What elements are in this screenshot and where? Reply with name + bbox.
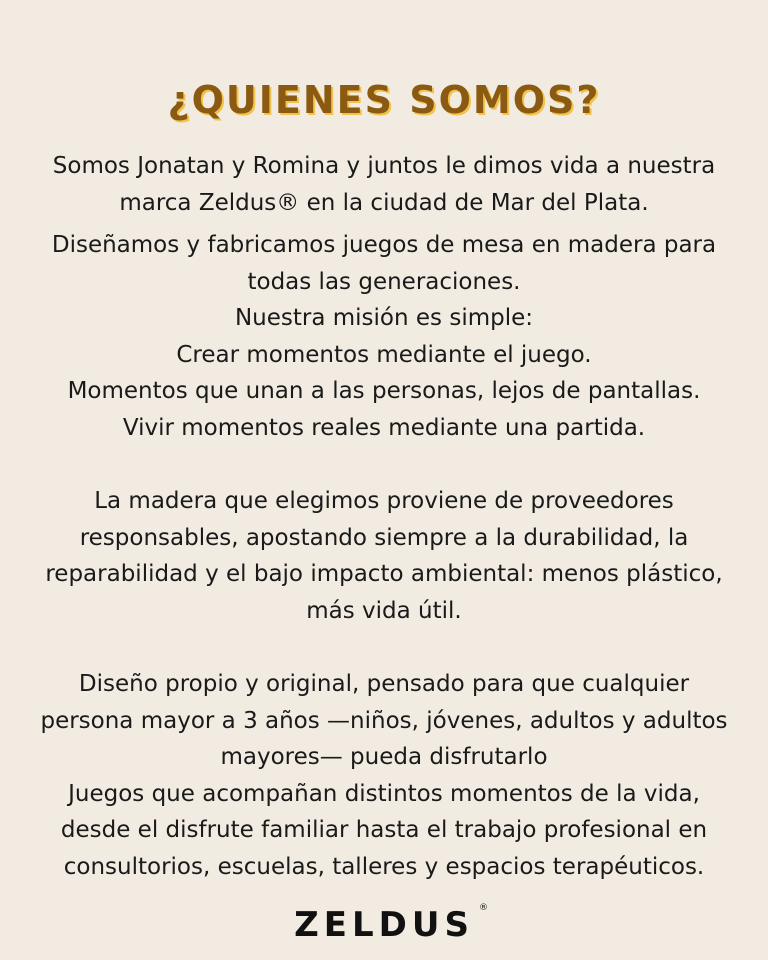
mission-line-3: Vivir momentos reales mediante una partida. [122, 414, 646, 441]
products-paragraph: Diseñamos y fabricamos juegos de mesa en madera para todas las generaciones. [51, 232, 717, 295]
intro-paragraph: Somos Jonatan y Romina y juntos le dimos vida a nuestra marca Zeldus® en la ciudad de Mar del Plata. [52, 153, 716, 216]
uses-paragraph: Juegos que acompañan distintos momentos de la vida, desde el disfrute familiar hasta el trabajo profesional en consultorios, escuelas, talleres y espacios terapéuticos. [60, 780, 708, 880]
about-text [30, 148, 738, 885]
logo-text: ZELDUS [294, 905, 474, 945]
mission-intro: Nuestra misión es simple: [234, 305, 534, 331]
design-paragraph: Diseño propio y original, pensado para que cualquier persona mayor a 3 años —niños, jóvenes, adultos y adultos mayores— pueda disfrutarlo [40, 671, 728, 770]
page-title: ¿QUIENES SOMOS? [167, 78, 601, 122]
registered-mark: ® [478, 903, 488, 913]
zeldus-logo [0, 905, 768, 945]
logo-wordmark [294, 903, 488, 945]
mission-line-2: Momentos que unan a las personas, lejos de pantallas. [67, 378, 701, 404]
mission-line-1: Crear momentos mediante el juego. [176, 341, 592, 368]
wood-paragraph: La madera que elegimos proviene de proveedores responsables, apostando siempre a la durabilidad, la reparabilidad y el bajo impacto ambiental: menos plástico, más vida útil. [45, 488, 723, 624]
